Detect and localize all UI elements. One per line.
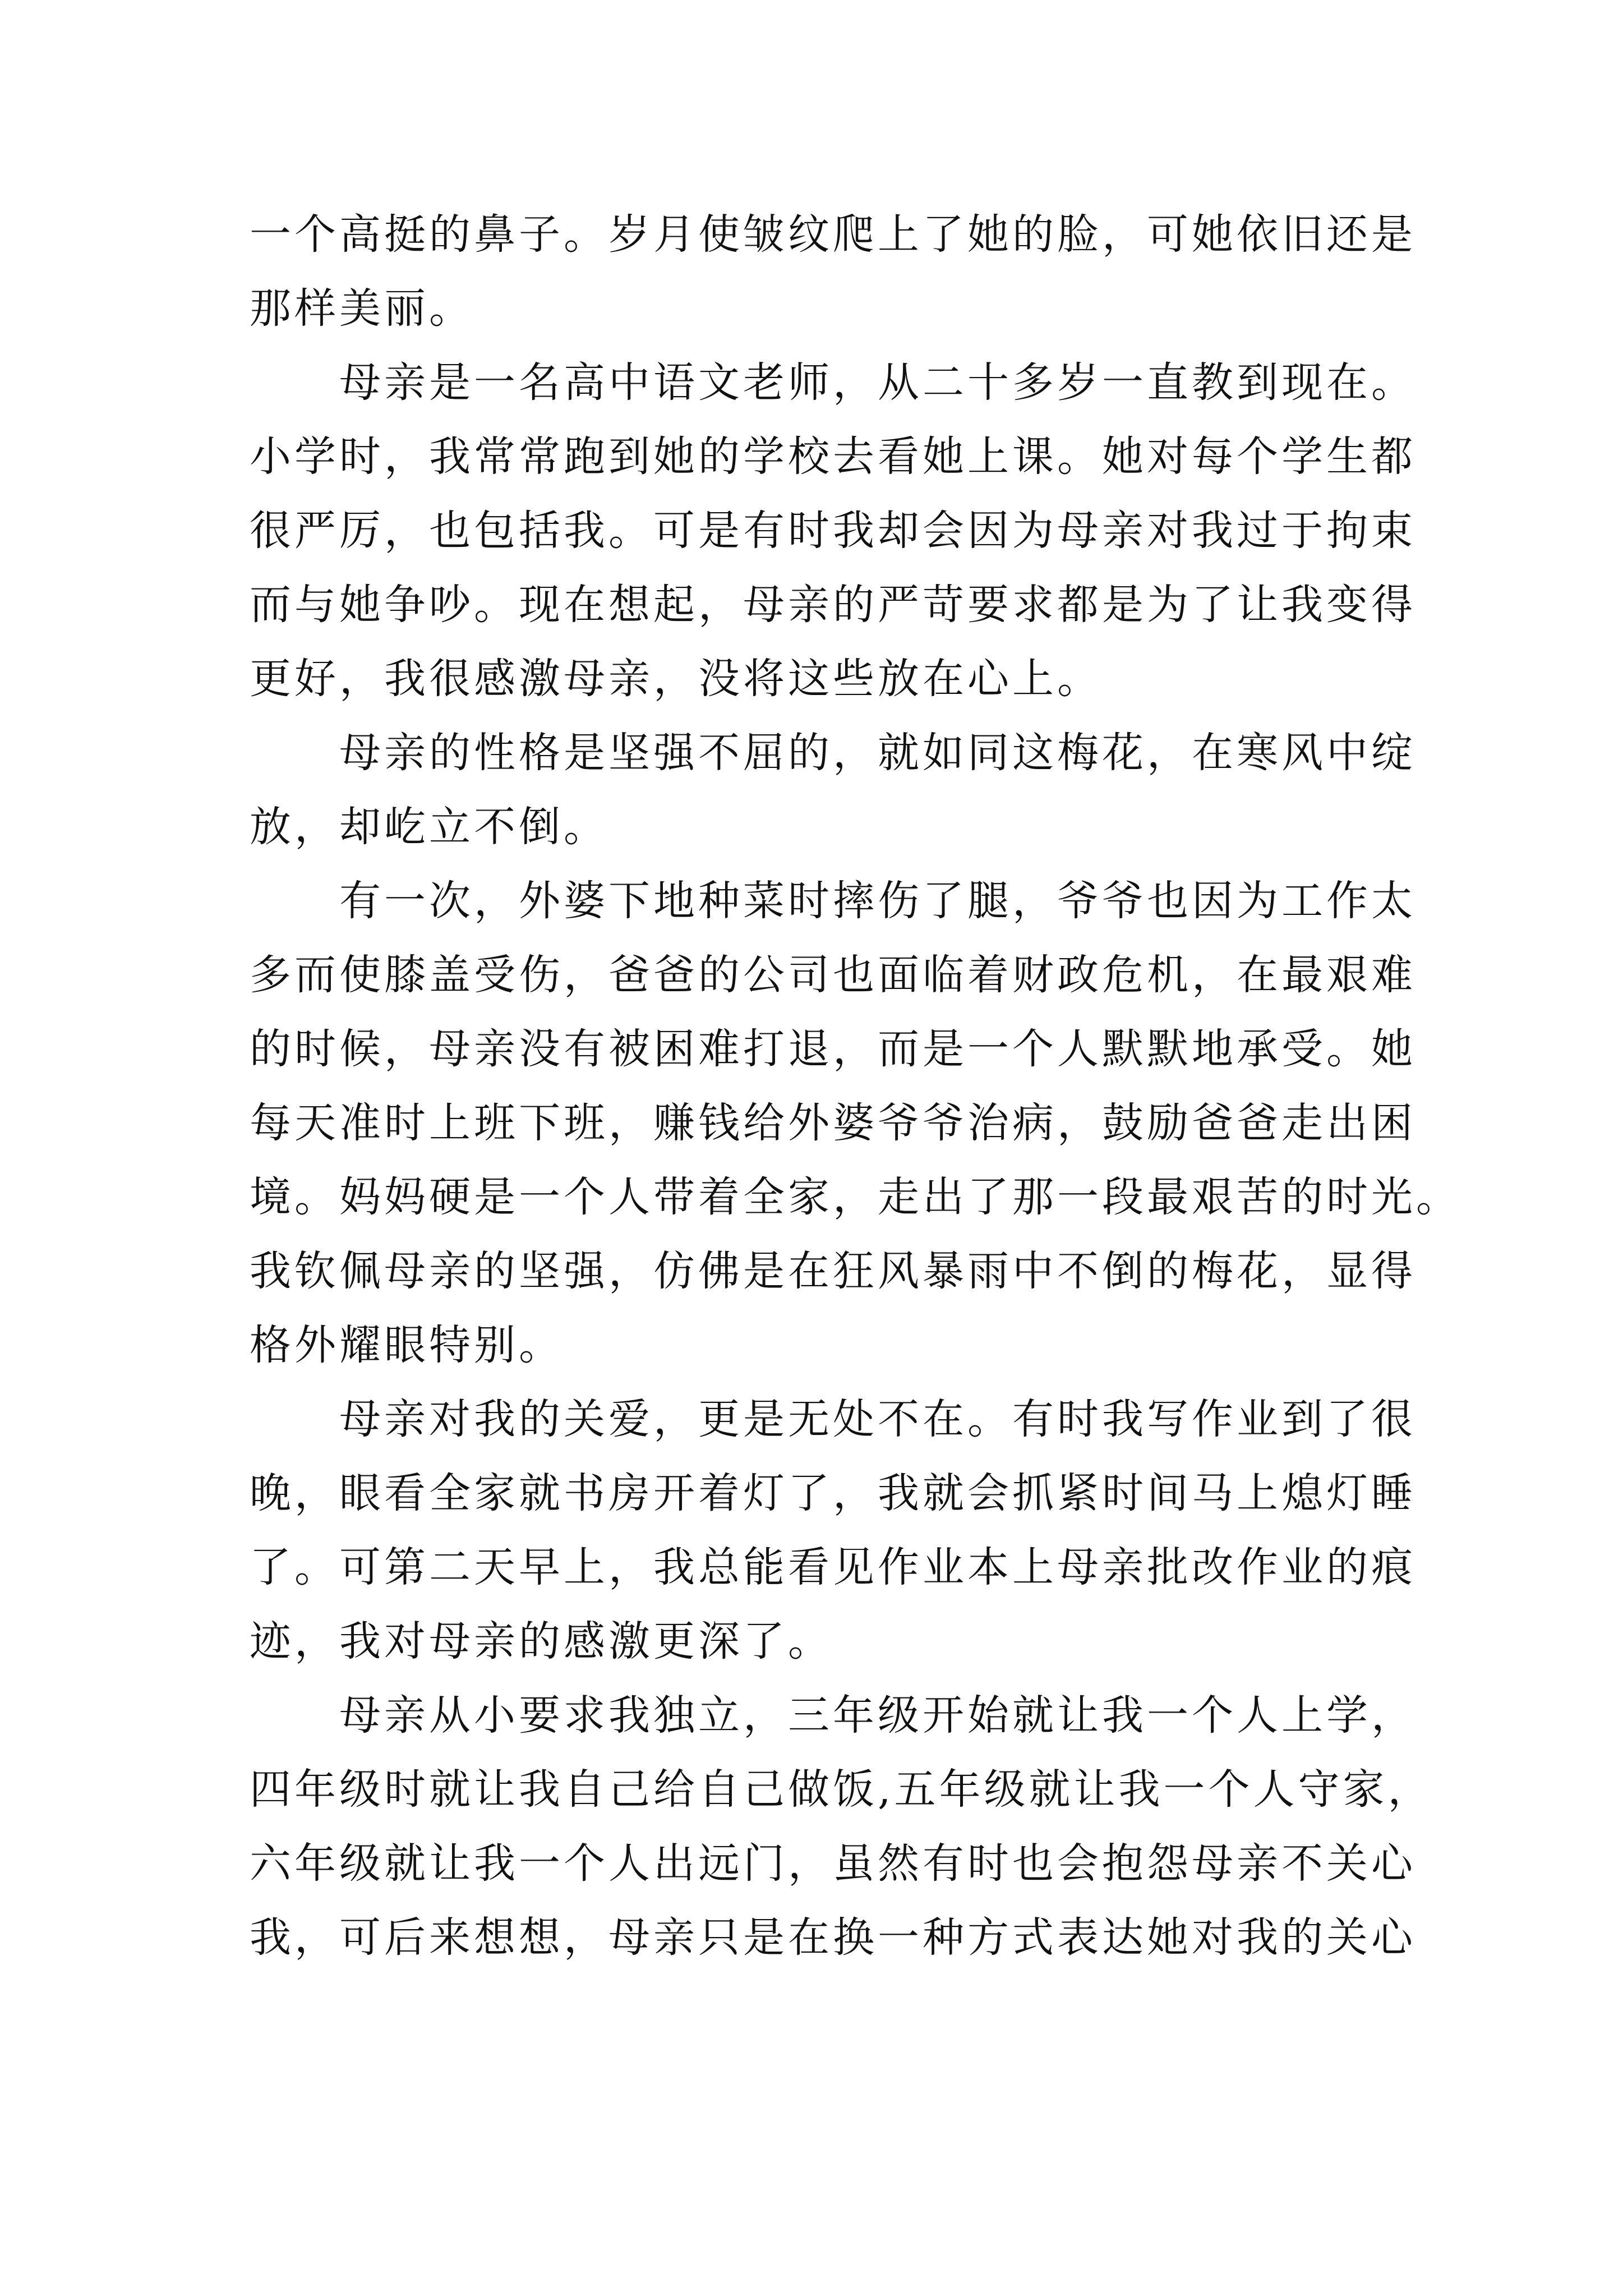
text-line: 的时候，母亲没有被困难打退，而是一个人默默地承受。她 <box>250 1025 1416 1073</box>
text-line: 我钦佩母亲的坚强，仿佛是在狂风暴雨中不倒的梅花，显得 <box>250 1247 1416 1295</box>
text-line: 母亲是一名高中语文老师，从二十多岁一直教到现在。 <box>339 358 1416 407</box>
text-line: 境。妈妈硬是一个人带着全家，走出了那一段最艰苦的时光。 <box>250 1173 1461 1221</box>
text-line: 小学时，我常常跑到她的学校去看她上课。她对每个学生都 <box>250 432 1416 481</box>
text-line: 每天准时上班下班，赚钱给外婆爷爷治病，鼓励爸爸走出困 <box>250 1099 1416 1147</box>
text-line: 迹，我对母亲的感激更深了。 <box>250 1617 833 1665</box>
text-line: 了。可第二天早上，我总能看见作业本上母亲批改作业的痕 <box>250 1543 1416 1591</box>
text-line: 有一次，外婆下地种菜时摔伤了腿，爷爷也因为工作太 <box>339 877 1416 925</box>
text-line: 而与她争吵。现在想起，母亲的严苛要求都是为了让我变得 <box>250 581 1416 629</box>
text-line: 六年级就让我一个人出远门，虽然有时也会抱怨母亲不关心 <box>250 1839 1416 1888</box>
text-line: 一个高挺的鼻子。岁月使皱纹爬上了她的脸，可她依旧还是 <box>250 210 1416 259</box>
text-line: 母亲对我的关爱，更是无处不在。有时我写作业到了很 <box>339 1395 1416 1443</box>
text-line: 那样美丽。 <box>250 284 474 333</box>
text-line: 母亲的性格是坚强不屈的，就如同这梅花，在寒风中绽 <box>339 729 1416 777</box>
text-line: 我，可后来想想，母亲只是在换一种方式表达她对我的关心 <box>250 1913 1416 1962</box>
text-line: 母亲从小要求我独立，三年级开始就让我一个人上学， <box>339 1691 1416 1740</box>
text-line: 放，却屹立不倒。 <box>250 803 608 851</box>
text-line: 多而使膝盖受伤，爸爸的公司也面临着财政危机，在最艰难 <box>250 951 1416 999</box>
text-line: 格外耀眼特别。 <box>250 1321 564 1369</box>
text-line: 很严厉，也包括我。可是有时我却会因为母亲对我过于拘束 <box>250 507 1416 555</box>
essay-body <box>250 197 1461 1975</box>
text-line: 更好，我很感激母亲，没将这些放在心上。 <box>250 655 1102 703</box>
text-line: 四年级时就让我自己给自己做饭,五年级就让我一个人守家， <box>250 1765 1433 1814</box>
text-line: 晚，眼看全家就书房开着灯了，我就会抓紧时间马上熄灯睡 <box>250 1469 1416 1517</box>
